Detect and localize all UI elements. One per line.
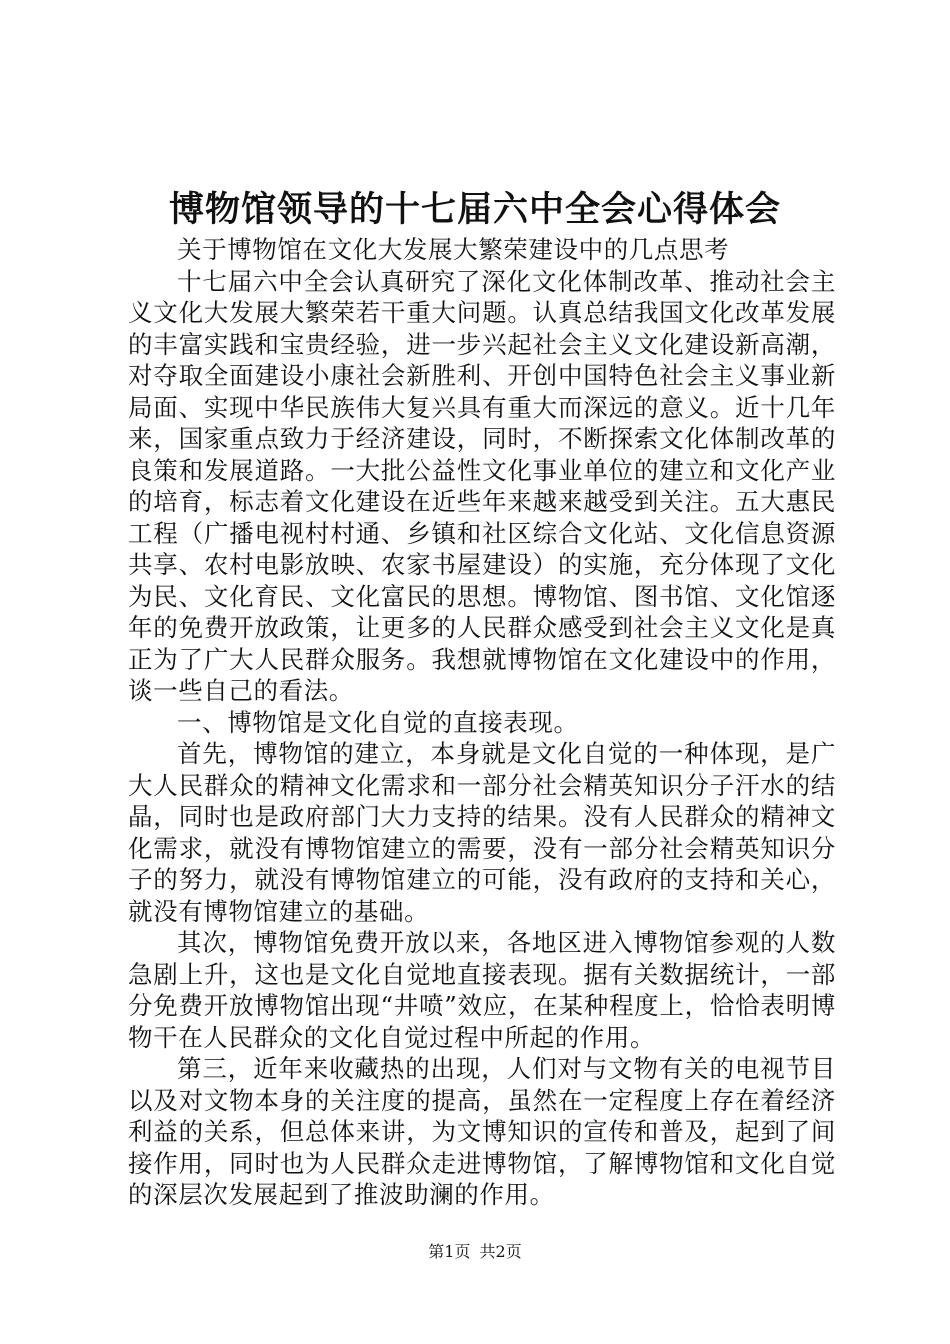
- body-paragraph-second: 其次，博物馆免费开放以来，各地区进入博物馆参观的人数急剧上升，这也是文化自觉地直接表现。据有关数据统计，一部分免费开放博物馆出现“井喷”效应，在某种程度上，恰恰表明博物干在人民群众的文化自觉过程中所起的作用。: [128, 928, 836, 1052]
- document-title: 博物馆领导的十七届六中全会心得体会: [168, 189, 781, 230]
- subtitle-paragraph: 关于博物馆在文化大发展大繁荣建设中的几点思考: [177, 235, 730, 264]
- page-number-total: 共2页: [479, 1242, 522, 1261]
- body-paragraph-first: 首先，博物馆的建立，本身就是文化自觉的一种体现，是广大人民群众的精神文化需求和一部分社会精英知识分子汗水的结晶，同时也是政府部门大力支持的结果。没有人民群众的精神文化需求，就没有博物馆建立的需要，没有一部分社会精英知识分子的努力，就没有博物馆建立的可能，没有政府的支持和关心，就没有博物馆建立的基础。: [128, 739, 836, 926]
- page-number-current: 第1页: [428, 1242, 471, 1261]
- page-footer: [0, 1242, 950, 1262]
- intro-paragraph: 十七届六中全会认真研究了深化文化体制改革、推动社会主义文化大发展大繁荣若干重大问题。认真总结我国文化改革发展的丰富实践和宝贵经验，进一步兴起社会主义文化建设新高潮，对夺取全面建设小康社会新胜利、开创中国特色社会主义事业新局面、实现中华民族伟大复兴具有重大而深远的意义。近十几年来，国家重点致力于经济建设，同时，不断探索文化体制改革的良策和发展道路。一大批公益性文化事业单位的建立和文化产业的培育，标志着文化建设在近些年来越来越受到关注。五大惠民工程（广播电视村村通、乡镇和社区综合文化站、文化信息资源共享、农村电影放映、农家书屋建设）的实施，充分体现了文化为民、文化育民、文化富民的思想。博物馆、图书馆、文化馆逐年的免费开放政策，让更多的人民群众感受到社会主义文化是真正为了广大人民群众服务。我想就博物馆在文化建设中的作用，谈一些自己的看法。: [128, 266, 836, 705]
- section-heading: 一、博物馆是文化自觉的直接表现。: [177, 707, 579, 737]
- body-paragraph-third: 第三，近年来收藏热的出现，人们对与文物有关的电视节目以及对文物本身的关注度的提高，虽然在一定程度上存在着经济利益的关系，但总体来讲，为文博知识的宣传和普及，起到了间接作用，同时也为人民群众走进博物馆，了解博物馆和文化自觉的深层次发展起到了推波助澜的作用。: [128, 1054, 836, 1209]
- document-body: [128, 234, 836, 1211]
